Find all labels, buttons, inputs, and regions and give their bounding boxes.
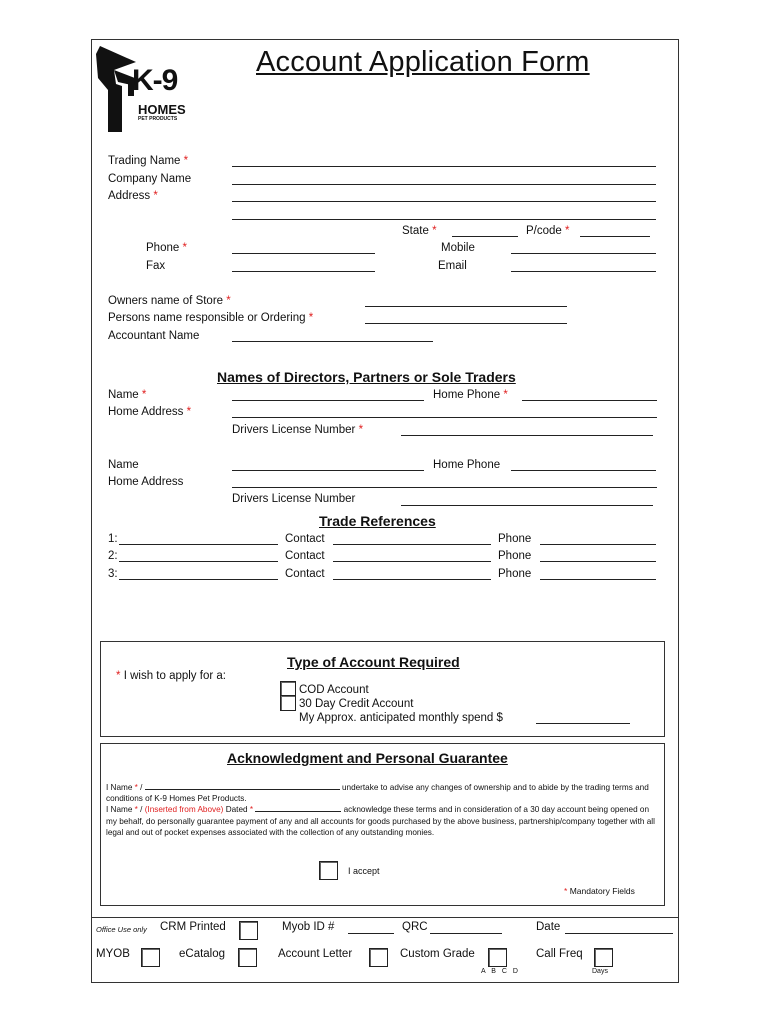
trade-ref-2-label: 2: bbox=[108, 550, 118, 562]
crm-printed-label: CRM Printed bbox=[160, 921, 226, 933]
myob-label: MYOB bbox=[96, 948, 130, 960]
trade-ref-3-label: 3: bbox=[108, 568, 118, 580]
trade-ref-2-phone-label: Phone bbox=[498, 550, 532, 562]
director1-name-label: Name * bbox=[108, 389, 147, 401]
accountant-name-field[interactable] bbox=[232, 341, 433, 342]
pcode-field[interactable] bbox=[580, 236, 650, 237]
mandatory-note: * Mandatory Fields bbox=[564, 886, 635, 896]
company-name-label: Company Name bbox=[108, 173, 192, 185]
director1-home-address-label: Home Address * bbox=[108, 406, 192, 418]
director2-name-field[interactable] bbox=[232, 470, 424, 471]
fax-field[interactable] bbox=[232, 271, 375, 272]
director1-home-address-field[interactable] bbox=[232, 417, 657, 418]
account-letter-checkbox[interactable] bbox=[369, 948, 388, 967]
pcode-label: P/code * bbox=[526, 225, 570, 237]
myob-id-label: Myob ID # bbox=[282, 921, 335, 933]
logo-name: HOMES bbox=[138, 102, 186, 117]
director2-home-address-label: Home Address bbox=[108, 476, 184, 488]
monthly-spend-label: My Approx. anticipated monthly spend $ bbox=[299, 712, 503, 724]
account-type-heading: Type of Account Required bbox=[287, 654, 460, 670]
director1-home-phone-label: Home Phone * bbox=[433, 389, 508, 401]
trade-ref-2-contact-label: Contact bbox=[285, 550, 325, 562]
director2-home-address-field[interactable] bbox=[232, 487, 657, 488]
person-responsible-field[interactable] bbox=[365, 323, 567, 324]
trade-ref-2-phone-field[interactable] bbox=[540, 561, 656, 562]
phone-label: Phone * bbox=[146, 242, 187, 254]
directors-heading: Names of Directors, Partners or Sole Traders bbox=[217, 369, 516, 385]
office-use-label: Office Use only bbox=[96, 925, 147, 934]
state-label: State * bbox=[402, 225, 437, 237]
trade-ref-1-contact-field[interactable] bbox=[333, 544, 491, 545]
qrc-label: QRC bbox=[402, 921, 428, 933]
call-freq-label: Call Freq bbox=[536, 948, 583, 960]
myob-checkbox[interactable] bbox=[141, 948, 160, 967]
custom-grade-checkbox[interactable] bbox=[488, 948, 507, 967]
call-freq-checkbox[interactable] bbox=[594, 948, 613, 967]
date-field[interactable] bbox=[565, 933, 673, 934]
acknowledgment-heading: Acknowledgment and Personal Guarantee bbox=[227, 750, 508, 766]
director2-home-phone-label: Home Phone bbox=[433, 459, 501, 471]
director1-license-field[interactable] bbox=[401, 435, 653, 436]
trade-ref-3-contact-field[interactable] bbox=[333, 579, 491, 580]
date-label: Date bbox=[536, 921, 561, 933]
owners-name-field[interactable] bbox=[365, 306, 567, 307]
mobile-label: Mobile bbox=[441, 242, 475, 254]
trade-ref-3-phone-field[interactable] bbox=[540, 579, 656, 580]
trade-ref-1-contact-label: Contact bbox=[285, 533, 325, 545]
state-field[interactable] bbox=[452, 236, 518, 237]
credit-account-label: 30 Day Credit Account bbox=[299, 698, 414, 710]
director2-name-label: Name bbox=[108, 459, 139, 471]
trade-ref-3-field[interactable] bbox=[119, 579, 278, 580]
acknowledgment-text: I Name * / undertake to advise any changes of ownership and to abide by the trading terms and conditions of K-9 Homes Pet Products. I Name * / (Inserted from Above) Dated * acknowledge these terms and in consideration of a 30 day account being opened on my behalf, do personally guarantee payment of any and all accounts for goods purchased by the above business, partnership/company together with all legal and out of pocket expenses associated with the collection of any outstanding monies. bbox=[106, 783, 655, 837]
cod-account-label: COD Account bbox=[299, 684, 369, 696]
trade-references-heading: Trade References bbox=[319, 513, 436, 529]
custom-grade-label: Custom Grade bbox=[400, 948, 475, 960]
accept-checkbox[interactable] bbox=[319, 861, 338, 880]
qrc-field[interactable] bbox=[430, 933, 502, 934]
trade-ref-1-label: 1: bbox=[108, 533, 118, 545]
logo-tagline: PET PRODUCTS bbox=[138, 116, 178, 122]
director1-name-field[interactable] bbox=[232, 400, 424, 401]
grade-options: A B C D bbox=[481, 968, 520, 975]
trade-ref-3-contact-label: Contact bbox=[285, 568, 325, 580]
company-name-field[interactable] bbox=[232, 184, 656, 185]
director2-home-phone-field[interactable] bbox=[511, 470, 656, 471]
credit-account-checkbox[interactable] bbox=[280, 695, 296, 711]
trading-name-label: Trading Name * bbox=[108, 155, 189, 167]
fax-label: Fax bbox=[146, 260, 166, 272]
ecatalog-label: eCatalog bbox=[179, 948, 226, 960]
trading-name-field[interactable] bbox=[232, 166, 656, 167]
trade-ref-2-field[interactable] bbox=[119, 561, 278, 562]
monthly-spend-field[interactable] bbox=[536, 723, 630, 724]
trade-ref-3-phone-label: Phone bbox=[498, 568, 532, 580]
form-title: Account Application Form bbox=[256, 46, 590, 78]
director1-home-phone-field[interactable] bbox=[522, 400, 657, 401]
address-field-1[interactable] bbox=[232, 201, 656, 202]
address-label: Address * bbox=[108, 190, 158, 202]
address-field-2[interactable] bbox=[232, 219, 656, 220]
email-field[interactable] bbox=[511, 271, 656, 272]
logo-brand: K-9 bbox=[132, 64, 178, 97]
trade-ref-1-phone-field[interactable] bbox=[540, 544, 656, 545]
person-responsible-label: Persons name responsible or Ordering * bbox=[108, 312, 314, 324]
accountant-name-label: Accountant Name bbox=[108, 330, 200, 342]
k9-homes-logo bbox=[92, 42, 184, 138]
account-letter-label: Account Letter bbox=[278, 948, 353, 960]
owners-name-label: Owners name of Store * bbox=[108, 295, 231, 307]
trade-ref-1-field[interactable] bbox=[119, 544, 278, 545]
days-label: Days bbox=[592, 968, 608, 975]
email-label: Email bbox=[438, 260, 467, 272]
accept-label: I accept bbox=[348, 866, 380, 876]
trade-ref-1-phone-label: Phone bbox=[498, 533, 532, 545]
director2-license-label: Drivers License Number bbox=[232, 493, 356, 505]
ecatalog-checkbox[interactable] bbox=[238, 948, 257, 967]
apply-prompt: * I wish to apply for a: bbox=[116, 670, 226, 682]
myob-id-field[interactable] bbox=[348, 933, 394, 934]
mobile-field[interactable] bbox=[511, 253, 656, 254]
trade-ref-2-contact-field[interactable] bbox=[333, 561, 491, 562]
phone-field[interactable] bbox=[232, 253, 375, 254]
crm-printed-checkbox[interactable] bbox=[239, 921, 258, 940]
director2-license-field[interactable] bbox=[401, 505, 653, 506]
director1-license-label: Drivers License Number * bbox=[232, 424, 364, 436]
